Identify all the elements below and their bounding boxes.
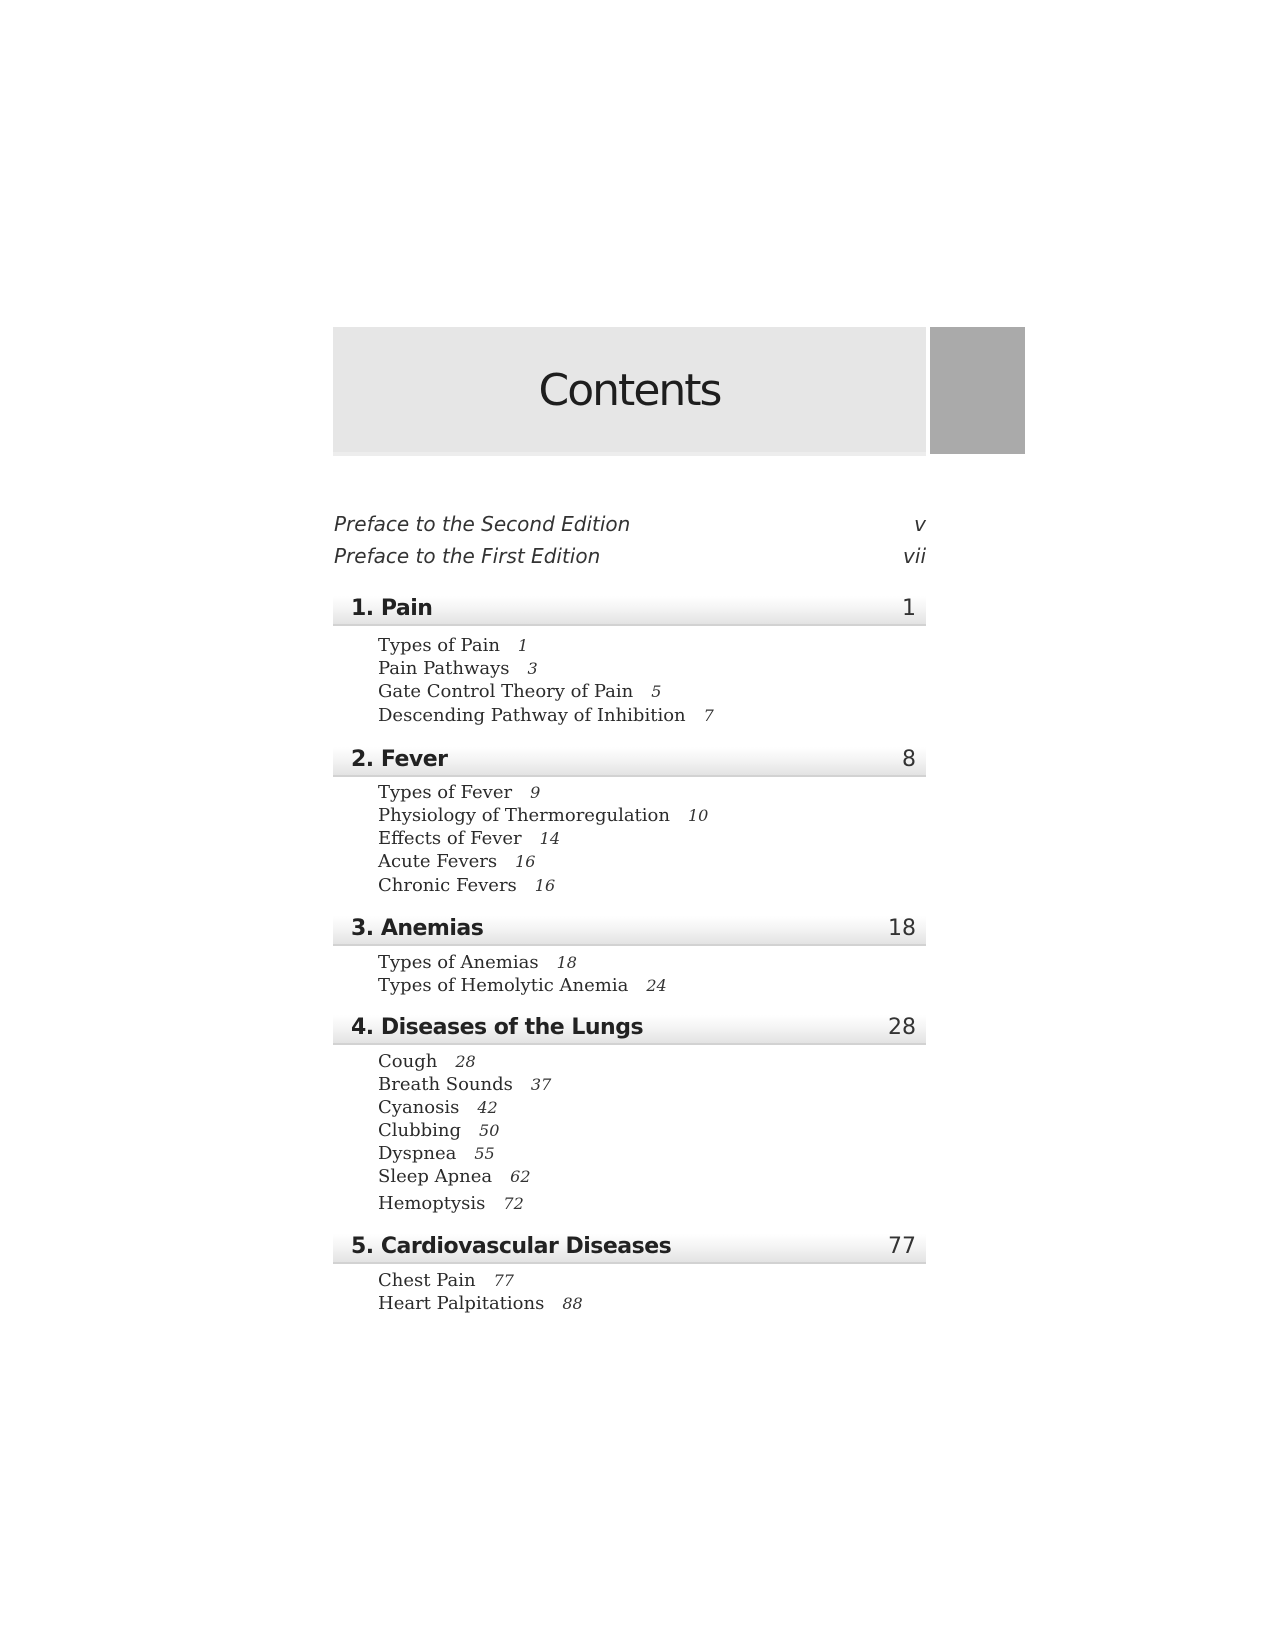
chapter-page-number: 18 xyxy=(888,916,916,941)
topic-label: Types of Anemias xyxy=(378,952,539,973)
topic-page-number: 9 xyxy=(530,783,541,802)
topic-label: Cough xyxy=(378,1051,438,1072)
topic-page-number: 72 xyxy=(503,1194,524,1213)
chapter-title: 2. Fever xyxy=(351,747,448,772)
topic-label: Chest Pain xyxy=(378,1270,476,1291)
topic-page-number: 14 xyxy=(539,829,561,848)
topic-page-number: 1 xyxy=(517,636,529,655)
preface-label: Preface to the Second Edition xyxy=(334,512,631,536)
topic-entry[interactable] xyxy=(378,1051,476,1075)
title-tab-decoration xyxy=(930,327,1025,454)
chapter-page-number: 8 xyxy=(902,747,916,772)
topic-page-number: 16 xyxy=(534,876,556,895)
chapter-title: 1. Pain xyxy=(351,596,433,621)
topic-page-number: 18 xyxy=(556,953,577,972)
topic-page-number: 37 xyxy=(530,1075,552,1094)
topic-page-number: 24 xyxy=(646,976,667,995)
topic-entry[interactable] xyxy=(378,635,528,659)
topic-entry[interactable] xyxy=(378,828,560,852)
preface-entry-first[interactable] xyxy=(334,544,926,574)
topic-label: Gate Control Theory of Pain xyxy=(378,681,634,702)
chapter-title: 4. Diseases of the Lungs xyxy=(351,1015,644,1040)
topic-entry[interactable] xyxy=(378,782,540,806)
preface-page: v xyxy=(914,512,926,536)
topic-entry[interactable] xyxy=(378,1193,524,1217)
topic-entry[interactable] xyxy=(378,975,667,999)
title-banner xyxy=(333,327,926,456)
topic-page-number: 10 xyxy=(687,806,709,825)
preface-entry-second[interactable] xyxy=(334,512,926,542)
topic-label: Chronic Fevers xyxy=(378,875,517,896)
topic-label: Descending Pathway of Inhibition xyxy=(378,705,686,726)
topic-page-number: 16 xyxy=(515,852,536,871)
chapter-title: 5. Cardiovascular Diseases xyxy=(351,1234,672,1259)
chapter-page-number: 28 xyxy=(888,1015,916,1040)
topic-label: Types of Fever xyxy=(378,782,513,803)
topic-entry[interactable] xyxy=(378,875,555,899)
chapter-heading[interactable] xyxy=(333,916,926,946)
topic-label: Pain Pathways xyxy=(378,658,510,679)
topic-entry[interactable] xyxy=(378,1293,583,1317)
topic-page-number: 77 xyxy=(493,1271,514,1290)
topic-entry[interactable] xyxy=(378,1074,551,1098)
topic-page-number: 42 xyxy=(477,1098,498,1117)
topic-page-number: 88 xyxy=(562,1294,583,1313)
topic-page-number: 3 xyxy=(527,659,538,678)
topic-entry[interactable] xyxy=(378,1143,495,1167)
topic-entry[interactable] xyxy=(378,952,577,976)
chapter-heading[interactable] xyxy=(333,747,926,777)
chapter-title: 3. Anemias xyxy=(351,916,484,941)
topic-entry[interactable] xyxy=(378,681,661,705)
topic-entry[interactable] xyxy=(378,1166,531,1190)
topic-page-number: 55 xyxy=(474,1144,495,1163)
chapter-page-number: 1 xyxy=(902,596,916,621)
topic-label: Physiology of Thermoregulation xyxy=(378,805,670,826)
topic-label: Breath Sounds xyxy=(378,1074,513,1095)
chapter-heading[interactable] xyxy=(333,1015,926,1045)
topic-page-number: 28 xyxy=(455,1052,476,1071)
topic-page-number: 5 xyxy=(651,682,662,701)
topic-entry[interactable] xyxy=(378,805,708,829)
topic-entry[interactable] xyxy=(378,1120,499,1144)
chapter-page-number: 77 xyxy=(888,1234,916,1259)
topic-label: Heart Palpitations xyxy=(378,1293,545,1314)
topic-entry[interactable] xyxy=(378,658,538,682)
topic-label: Dyspnea xyxy=(378,1143,457,1164)
topic-label: Types of Hemolytic Anemia xyxy=(378,975,629,996)
page-title: Contents xyxy=(538,365,721,416)
topic-label: Acute Fevers xyxy=(378,851,498,872)
topic-entry[interactable] xyxy=(378,851,535,875)
topic-label: Sleep Apnea xyxy=(378,1166,493,1187)
preface-page: vii xyxy=(903,544,926,568)
preface-label: Preface to the First Edition xyxy=(334,544,601,568)
topic-entry[interactable] xyxy=(378,1097,498,1121)
topic-label: Cyanosis xyxy=(378,1097,460,1118)
chapter-heading[interactable] xyxy=(333,596,926,626)
topic-label: Clubbing xyxy=(378,1120,462,1141)
topic-entry[interactable] xyxy=(378,1270,514,1294)
chapter-heading[interactable] xyxy=(333,1234,926,1264)
topic-entry[interactable] xyxy=(378,705,714,729)
topic-page-number: 7 xyxy=(703,706,714,725)
topic-label: Effects of Fever xyxy=(378,828,522,849)
topic-page-number: 50 xyxy=(479,1121,500,1140)
topic-label: Types of Pain xyxy=(378,635,500,656)
topic-label: Hemoptysis xyxy=(378,1193,486,1214)
topic-page-number: 62 xyxy=(510,1167,531,1186)
